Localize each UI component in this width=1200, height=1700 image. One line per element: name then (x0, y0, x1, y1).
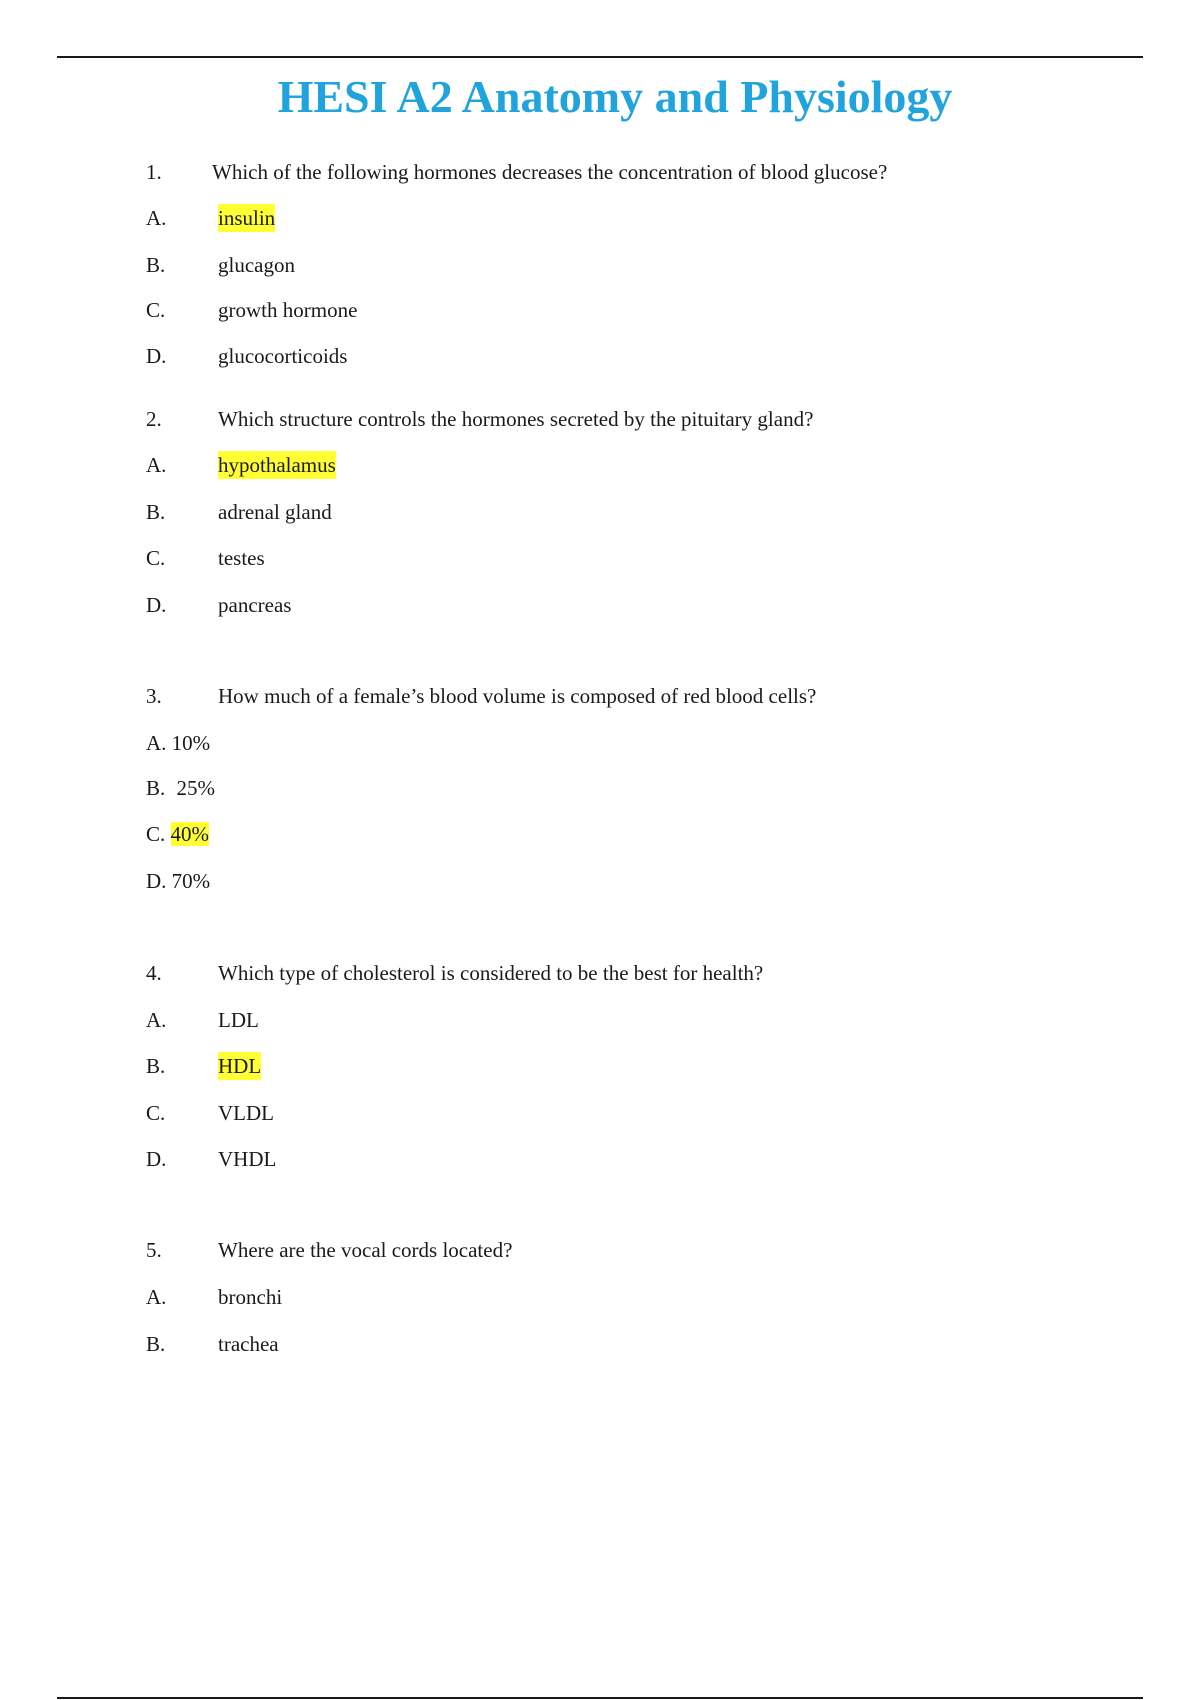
option-text: pancreas (218, 593, 292, 617)
option-label: A. (146, 453, 167, 477)
option-text: VHDL (218, 1147, 277, 1171)
question-number: 2. (146, 407, 162, 431)
option-label: B. (146, 1332, 166, 1356)
option-label: C. (146, 822, 166, 846)
option-text: 10% (171, 731, 211, 755)
question-number: 3. (146, 684, 162, 708)
option-label: A. (146, 1285, 167, 1309)
option-text: adrenal gland (218, 500, 332, 524)
option-text: bronchi (218, 1285, 283, 1309)
option-text: VLDL (218, 1101, 274, 1125)
option-text: trachea (218, 1332, 279, 1356)
option-label: B. (146, 500, 166, 524)
option-label: B. (146, 253, 166, 277)
option-label: D. (146, 593, 167, 617)
option-text-correct: hypothalamus (218, 453, 336, 477)
option-label: B. (146, 776, 166, 800)
question-number: 5. (146, 1238, 162, 1262)
question-text: How much of a female’s blood volume is composed of red blood cells? (218, 684, 817, 708)
question-text: Which structure controls the hormones secreted by the pituitary gland? (218, 407, 814, 431)
option-text-correct: 40% (170, 822, 210, 846)
option-text-correct: insulin (218, 206, 276, 230)
option-3b (146, 774, 215, 802)
option-label: A. (146, 206, 167, 230)
option-text: 70% (171, 869, 211, 893)
question-text: Which of the following hormones decreases the concentration of blood glucose? (212, 160, 888, 184)
option-text-correct: HDL (218, 1054, 262, 1078)
bottom-rule (57, 1697, 1143, 1699)
option-label: D. (146, 344, 167, 368)
top-rule (57, 56, 1143, 58)
option-3c (146, 820, 209, 848)
document-title: HESI A2 Anatomy and Physiology (277, 71, 953, 122)
option-text: testes (218, 546, 265, 570)
question-number: 1. (146, 160, 162, 184)
option-label: A. (146, 731, 167, 755)
question-text: Which type of cholesterol is considered to be the best for health? (218, 961, 764, 985)
question-number: 4. (146, 961, 162, 985)
question-text: Where are the vocal cords located? (218, 1238, 513, 1262)
option-3a (146, 729, 210, 757)
option-label: B. (146, 1054, 166, 1078)
option-3d (146, 867, 210, 895)
option-text: 25% (176, 776, 216, 800)
option-label: D. (146, 869, 167, 893)
option-text: glucagon (218, 253, 295, 277)
option-text: growth hormone (218, 298, 358, 322)
option-label: D. (146, 1147, 167, 1171)
option-text: LDL (218, 1008, 259, 1032)
option-label: C. (146, 1101, 166, 1125)
option-label: C. (146, 298, 166, 322)
option-label: A. (146, 1008, 167, 1032)
option-text: glucocorticoids (218, 344, 348, 368)
option-label: C. (146, 546, 166, 570)
